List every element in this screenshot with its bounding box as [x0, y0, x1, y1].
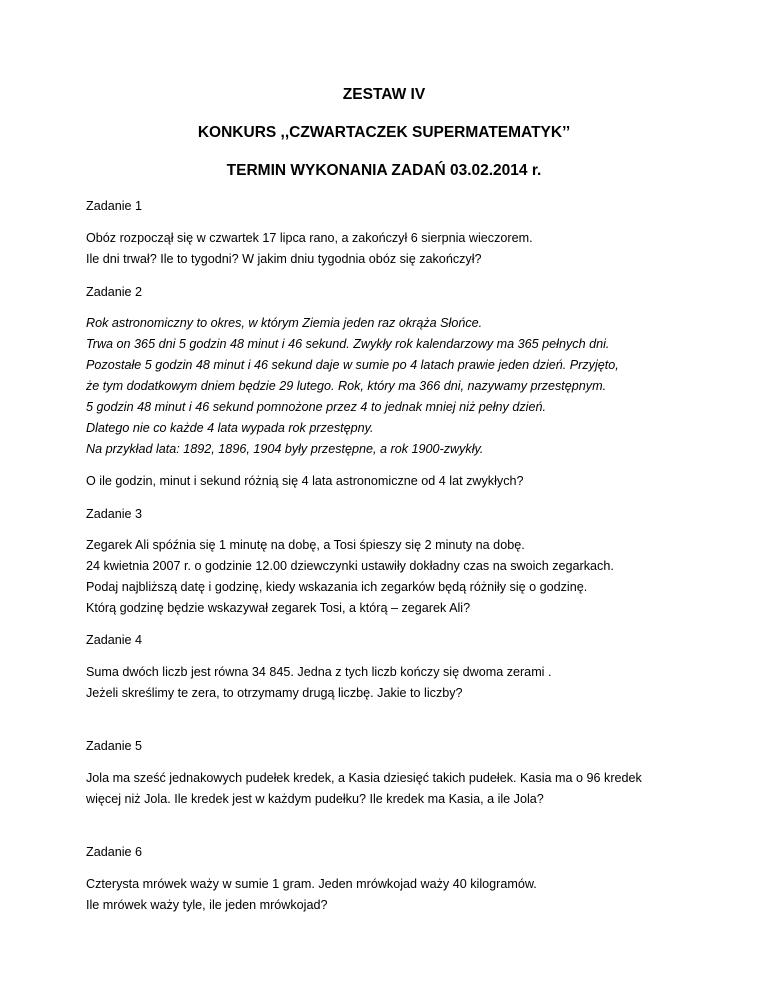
task-3-line-3: Podaj najbliższą datę i godzinę, kiedy wskazania ich zegarków będą różniły się o godzinę.	[86, 580, 588, 594]
task-3-line-1: Zegarek Ali spóźnia się 1 minutę na dobę, a Tosi śpieszy się 2 minuty na dobę.	[86, 538, 525, 552]
task-6-line-2: Ile mrówek waży tyle, ile jeden mrówkojad?	[86, 898, 328, 912]
task-3-label: Zadanie 3	[86, 507, 143, 521]
task-2-text-line-6: Dlatego nie co każde 4 lata wypada rok przestępny.	[86, 421, 374, 435]
task-4-line-1: Suma dwóch liczb jest równa 34 845. Jedna z tych liczb kończy się dwoma zerami .	[86, 665, 552, 679]
task-1-label: Zadanie 1	[86, 199, 143, 213]
task-2-text-line-3: Pozostałe 5 godzin 48 minut i 46 sekund daje w sumie po 4 latach prawie jeden dzień. Przyjęto,	[86, 358, 619, 372]
task-2-text-line-4: że tym dodatkowym dniem będzie 29 lutego. Rok, który ma 366 dni, nazywamy przestępnym.	[86, 379, 607, 393]
task-1-line-1: Obóz rozpoczął się w czwartek 17 lipca rano, a zakończył 6 sierpnia wieczorem.	[86, 231, 533, 245]
task-3-line-2: 24 kwietnia 2007 r. o godzinie 12.00 dziewczynki ustawiły dokładny czas na swoich zegarkach.	[86, 559, 614, 573]
contest-name: KONKURS ,,CZWARTACZEK SUPERMATEMATYK’’	[197, 124, 571, 141]
task-2-text-line-5: 5 godzin 48 minut i 46 sekund pomnożone przez 4 to jednak mniej niż pełny dzień.	[86, 400, 546, 414]
task-5-label: Zadanie 5	[86, 739, 143, 753]
task-2-label: Zadanie 2	[86, 285, 143, 299]
document-title: ZESTAW IV	[342, 86, 426, 103]
task-5-line-2: więcej niż Jola. Ile kredek jest w każdym pudełku? Ile kredek ma Kasia, a ile Jola?	[86, 792, 544, 806]
task-4-label: Zadanie 4	[86, 633, 143, 647]
task-6-line-1: Czterysta mrówek waży w sumie 1 gram. Jeden mrówkojad waży 40 kilogramów.	[86, 877, 537, 891]
deadline-heading: TERMIN WYKONANIA ZADAŃ 03.02.2014 r.	[226, 162, 542, 179]
task-2-text-line-1: Rok astronomiczny to okres, w którym Ziemia jeden raz okrąża Słońce.	[86, 316, 483, 330]
task-2-question: O ile godzin, minut i sekund różnią się 4 lata astronomiczne od 4 lat zwykłych?	[86, 474, 524, 488]
task-3-line-4: Którą godzinę będzie wskazywał zegarek Tosi, a którą – zegarek Ali?	[86, 601, 471, 615]
task-1-line-2: Ile dni trwał? Ile to tygodni? W jakim dniu tygodnia obóz się zakończył?	[86, 252, 482, 266]
task-5-line-1: Jola ma sześć jednakowych pudełek kredek, a Kasia dziesięć takich pudełek. Kasia ma o 96 kredek	[86, 771, 642, 785]
task-2-text-line-2: Trwa on 365 dni 5 godzin 48 minut i 46 sekund. Zwykły rok kalendarzowy ma 365 pełnych dni.	[86, 337, 610, 351]
task-6-label: Zadanie 6	[86, 845, 143, 859]
task-4-line-2: Jeżeli skreślimy te zera, to otrzymamy drugą liczbę. Jakie to liczby?	[86, 686, 463, 700]
task-2-text-line-7: Na przykład lata: 1892, 1896, 1904 były przestępne, a rok 1900-zwykły.	[86, 442, 484, 456]
